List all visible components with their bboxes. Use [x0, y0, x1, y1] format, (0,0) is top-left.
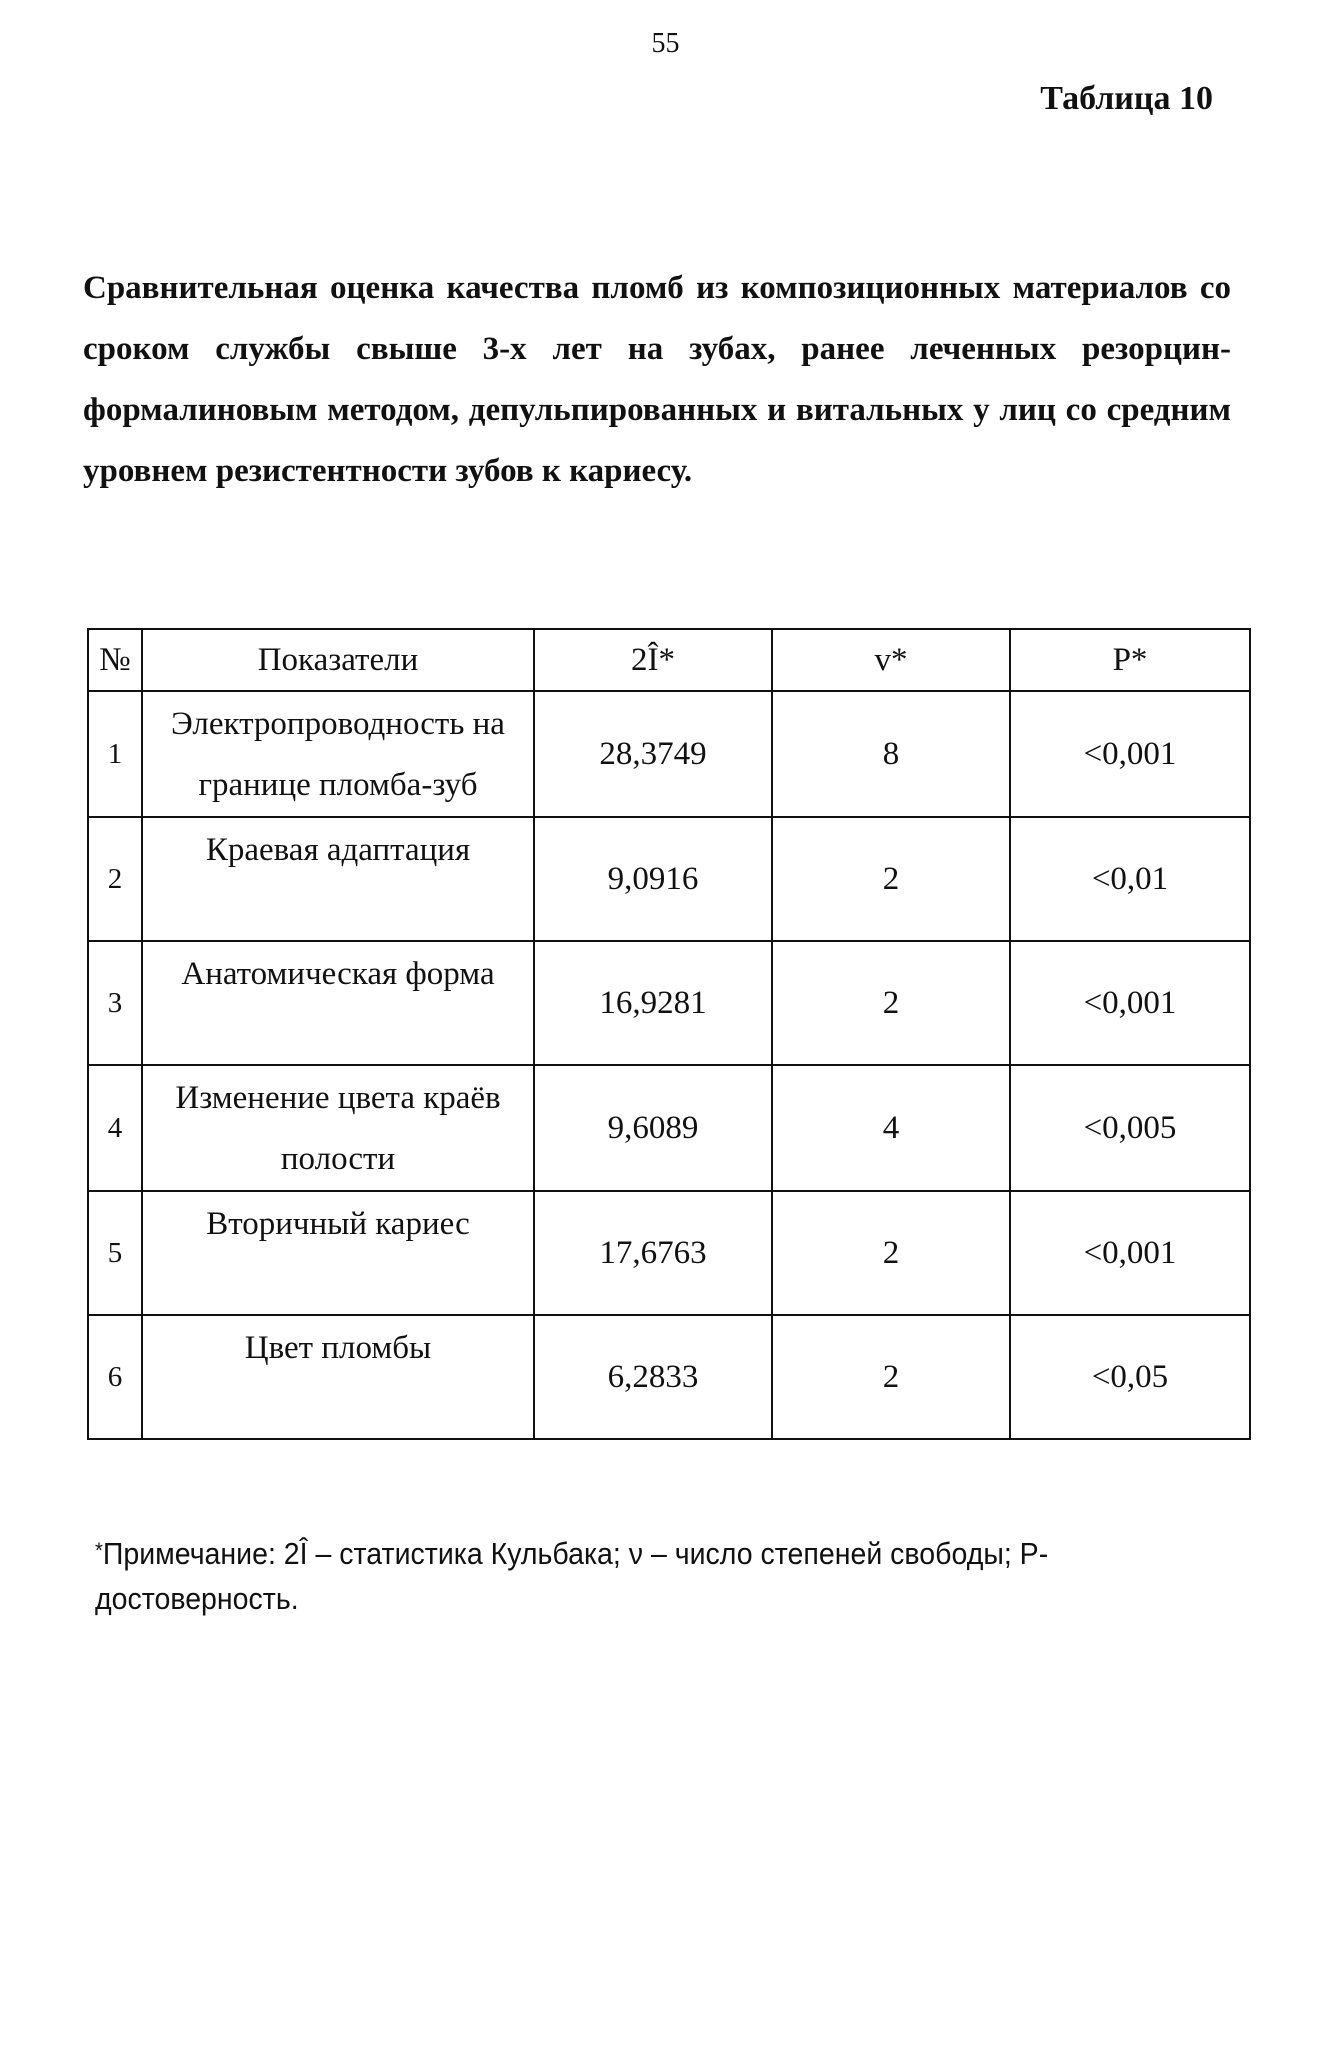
row-number: 6 [88, 1315, 142, 1439]
row-number: 4 [88, 1065, 142, 1191]
row-indicator: Анатомическая форма [142, 941, 534, 1065]
table-header-row [88, 629, 1250, 691]
row-df: 2 [772, 1191, 1010, 1315]
table-label: Таблица 10 [1040, 80, 1213, 117]
row-indicator: Электропроводность на границе пломба-зуб [142, 691, 534, 817]
page-number: 55 [651, 28, 680, 59]
row-df: 2 [772, 1315, 1010, 1439]
table-row [88, 941, 1250, 1065]
row-number: 1 [88, 691, 142, 817]
row-stat: 9,6089 [534, 1065, 772, 1191]
header-degrees-of-freedom: v* [772, 629, 1010, 691]
table-row [88, 1065, 1250, 1191]
row-number: 5 [88, 1191, 142, 1315]
row-p: <0,001 [1010, 691, 1250, 817]
results-table [87, 628, 1251, 1440]
header-num: № [88, 629, 142, 691]
row-p: <0,05 [1010, 1315, 1250, 1439]
footnote-text: Примечание: 2Î – статистика Кульбака; ν – число степеней свободы; Р- достоверность. [95, 1536, 1049, 1616]
row-df: 8 [772, 691, 1010, 817]
footnote-asterisk: * [95, 1538, 103, 1563]
row-df: 2 [772, 941, 1010, 1065]
row-df: 2 [772, 817, 1010, 941]
row-indicator: Краевая адаптация [142, 817, 534, 941]
row-stat: 17,6763 [534, 1191, 772, 1315]
row-number: 3 [88, 941, 142, 1065]
table-row [88, 1315, 1250, 1439]
table-row [88, 817, 1250, 941]
row-p: <0,001 [1010, 1191, 1250, 1315]
row-p: <0,001 [1010, 941, 1250, 1065]
row-stat: 9,0916 [534, 817, 772, 941]
header-kullback-stat: 2Î* [534, 629, 772, 691]
row-indicator: Вторичный кариес [142, 1191, 534, 1315]
row-p: <0,01 [1010, 817, 1250, 941]
header-indicator: Показатели [142, 629, 534, 691]
row-stat: 28,3749 [534, 691, 772, 817]
table-caption: Сравнительная оценка качества пломб из композиционных материалов со сроком службы свыше 3-х лет на зубах, ранее леченных резорцин-формалиновым методом, депульпированных и витальных у лиц со средним уровнем резистентности зубов к кариесу. [83, 270, 1231, 489]
row-stat: 6,2833 [534, 1315, 772, 1439]
row-p: <0,005 [1010, 1065, 1250, 1191]
table-footnote [95, 1528, 1153, 1621]
row-indicator: Цвет пломбы [142, 1315, 534, 1439]
table-row [88, 1191, 1250, 1315]
row-indicator: Изменение цвета краёв полости [142, 1065, 534, 1191]
row-stat: 16,9281 [534, 941, 772, 1065]
row-df: 4 [772, 1065, 1010, 1191]
header-p-value: P* [1010, 629, 1250, 691]
table-row [88, 691, 1250, 817]
row-number: 2 [88, 817, 142, 941]
